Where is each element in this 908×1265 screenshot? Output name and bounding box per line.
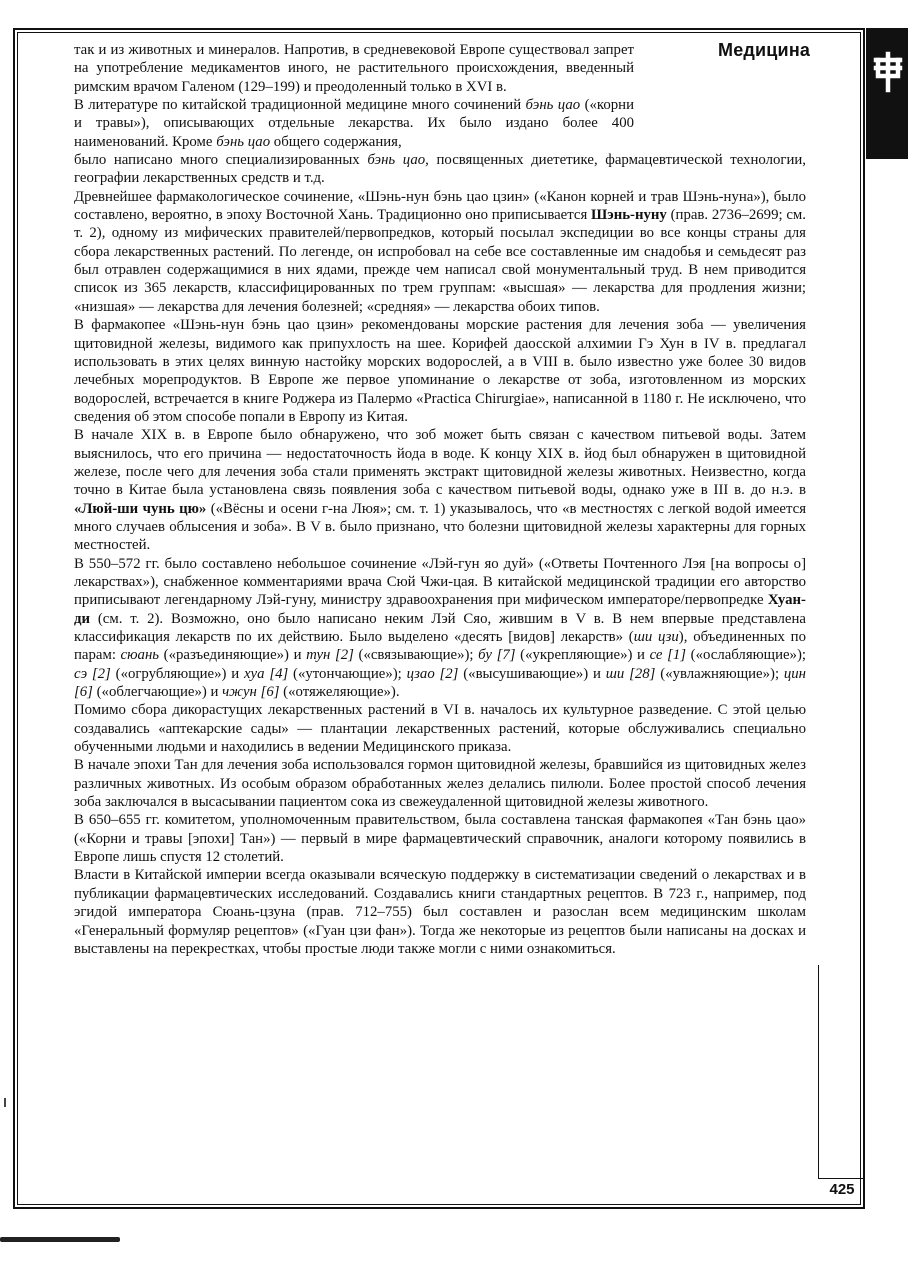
paragraph: В фармакопее «Шэнь-нун бэнь цао цзин» рекомендованы морские растения для лечения зоба — увеличения щитовидной железы, видимого как припухлость на шее. Корифей даосской алхимии Гэ Хун в IV в. предлагал использовать в этих целях винную настойку морских водорослей, а в VIII в. было известно уже более 30 видов лечебных морепродуктов. В Европе же первое упоминание о лекарстве от зоба, изготовленном из морских водорослей, встречается в книге Роджера из Палермо «Practica Chirurgiae», написанной в 1180 г. Не исключено, что сведения об этом способе попали в Европу из Китая. xyxy=(74,317,806,425)
medicine-glyph-icon xyxy=(872,50,904,94)
article-body xyxy=(74,41,806,958)
page-number-rule-vertical xyxy=(818,965,819,1178)
paragraph: Древнейшее фармакологическое сочинение, «Шэнь-нун бэнь цао цзин» («Канон корней и трав Шэнь-нуна»), было составлено, вероятно, в эпоху Восточной Хань. Традиционно оно приписывается Шэнь-нуну (прав. 2736–2699; см. т. 2), одному из мифических правителей/первопредков, который посылал экспедиции во все концы страны для сбора лекарственных растений. По легенде, он испробовал на себе все составленные им снадобья и семьдесят раз был отравлен содержащимися в них ядами, прежде чем написал свой монументальный труд. В нем приводится список из 365 лекарств, классифицированных по трем группам: «высшая» — лекарства для продления жизни; «низшая» — лекарства для лечения болезней; «средняя» — лекарства обоих типов. xyxy=(74,188,806,315)
page-number: 425 xyxy=(829,1181,855,1198)
section-title: Медицина xyxy=(718,40,811,60)
paragraph: В начале эпохи Тан для лечения зоба использовался гормон щитовидной железы, бравшийся из щитовидных желез различных животных. Из особым образом обработанных желез делались пилюли. Более простой способ лечения зоба заключался в высасывании пациентом сока из свежеудаленной щитовидной железы животного. xyxy=(74,757,806,811)
paragraph: В 550–572 гг. было составлено небольшое сочинение «Лэй-гун яо дуй» («Ответы Почтенного Лэя [на вопросы о] лекарствах»), снабженное комментариями врача Сюй Чжи-цая. В китайской медицинской традиции его авторство приписывают легендарному Лэй-гуну, министру здравоохранения при мифическом императоре/первопредке Хуан-ди (см. т. 2). Возможно, оно было написано неким Лэй Сяо, жившим в V в. В нем впервые представлена классификация лекарств по их действию. Было выделено «десять [видов] лекарств» (ши цзи), объединенных по парам: сюань («разъединяющие») и тун [2] («связывающие»); бу [7] («укрепляющие») и се [1] («ослабляющие»); сэ [2] («огрубляющие») и хуа [4] («утончающие»); цзао [2] («высушивающие») и ши [28] («увлажняющие»); цин [6] («облегчающие») и чжун [6] («отяжеляющие»). xyxy=(74,555,806,701)
paragraph: В начале XIX в. в Европе было обнаружено, что зоб может быть связан с качеством питьевой воды. Затем выяснилось, что его причина — недостаточность йода в воде. К концу XIX в. йод был обнаружен в щитовидной железе, после чего для лечения зоба стали применять экстракт щитовидной железы животных. Неизвестно, когда точно в Китае была установлена связь появления зоба с качеством питьевой воды, однако уже в III в. до н.э. в «Люй-ши чунь цю» («Вёсны и осени г-на Люя»; см. т. 1) указывалось, что «в местностях с легкой водой имеется много случаев облысения и зоба». В V в. было признано, что болезни щитовидной железы характерны для горных местностей. xyxy=(74,427,806,554)
paragraph: Власти в Китайской империи всегда оказывали всяческую поддержку в систематизации сведений о лекарствах и в публикации фармацевтических исследований. Создавались книги стандартных рецептов. В 723 г., например, под эгидой императора Сюань-цзуна (прав. 712–755) был составлен и разослан всем медицинским школам «Генеральный формуляр рецептов» («Гуан цзи фан»). Тогда же некоторые из рецептов были написаны на досках и выставлены на перекрестках, чтобы простые люди также могли с ними ознакомиться. xyxy=(74,867,806,957)
paragraph: Помимо сбора дикорастущих лекарственных растений в VI в. началось их культурное разведение. С этой целью создавались «аптекарские сады» — плантации лекарственных растений, которые обслуживались специально обученными людьми и находились в ведении Медицинского приказа. xyxy=(74,702,806,756)
paragraph: В 650–655 гг. комитетом, уполномоченным правительством, была составлена танская фармакопея «Тан бэнь цао» («Корни и травы [эпохи] Тан») — первый в мире фармацевтический справочник, аналоги которому появились в Европе лишь спустя 12 столетий. xyxy=(74,812,806,866)
paragraph: так и из животных и минералов. Напротив, в средневековой Европе существовал запрет на употребление медикаментов иного, не растительного происхождения, введенный римским врачом Галеном (129–199) и преодоленный только в XVI в. xyxy=(74,42,634,95)
scan-edge-mark xyxy=(0,1237,120,1242)
paragraph-continuation: было написано много специализированных бэнь цао, посвященных диететике, фармацевтической технологии, географии лекарственных средств и т.д. xyxy=(74,152,807,187)
scan-edge-mark xyxy=(4,1098,6,1107)
paragraph: В литературе по китайской традиционной медицине много сочинений бэнь цао («корни и травы»), описывающих отдельные лекарства. Их было издано более 400 наименований. Кроме бэнь цао общего содержания, xyxy=(74,97,634,150)
